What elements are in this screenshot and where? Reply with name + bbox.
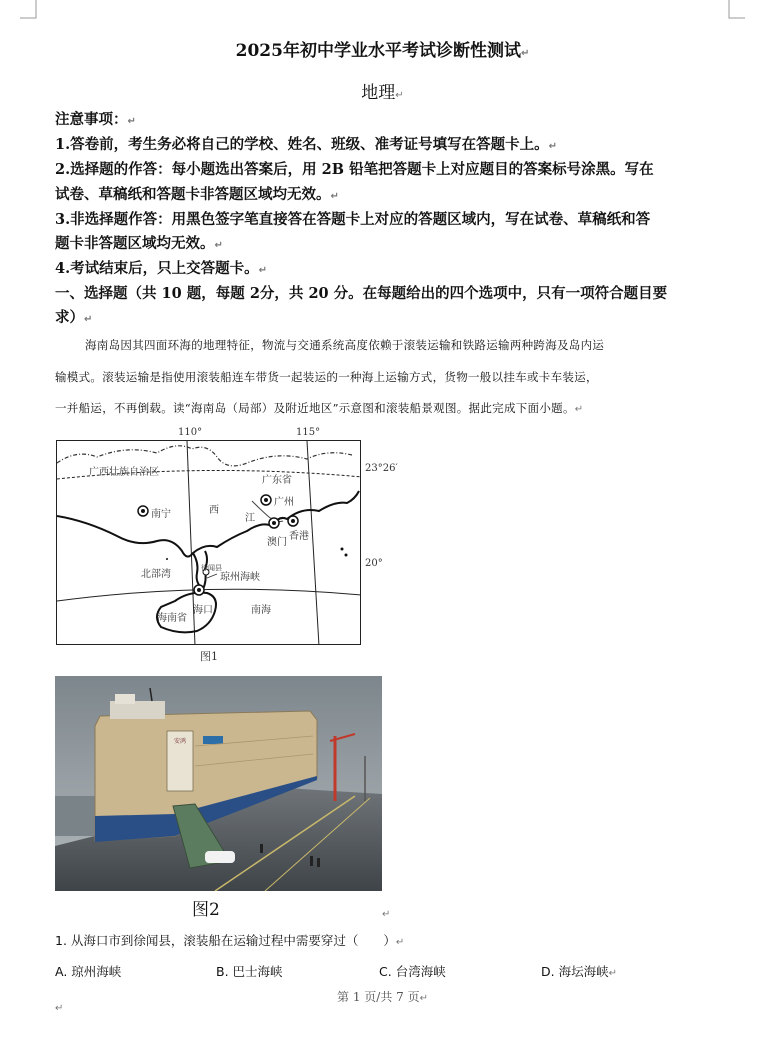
note-item-3-cont: 题卡非答题区域均无效。↵ <box>55 235 223 252</box>
paragraph-mark-end: ↵ <box>55 1003 64 1014</box>
label-qiongzhou-strait: 琼州海峡 <box>220 572 260 583</box>
exam-title: 2025年初中学业水平考试诊断性测试↵ <box>235 41 530 61</box>
note-item-1: 1.答卷前，考生务必将自己的学校、姓名、班级、准考证号填写在答题卡上。↵ <box>55 136 558 153</box>
map-figure <box>56 440 361 645</box>
option-c: C. 台湾海峡 <box>379 964 446 979</box>
label-haikou: 海口 <box>193 605 213 616</box>
page-footer: 第 1 页/共 7 页↵ <box>337 990 428 1004</box>
label-south-sea: 南海 <box>251 605 271 616</box>
roro-ship-photo <box>55 676 382 891</box>
subject-title: 地理↵ <box>361 83 404 103</box>
option-d: D. 海坛海峡↵ <box>541 964 617 979</box>
option-b: B. 巴士海峡 <box>216 964 283 979</box>
city-marker-hongkong <box>288 516 298 526</box>
note-item-4: 4.考试结束后，只上交答题卡。↵ <box>55 260 268 277</box>
option-a: A. 琼州海峡 <box>55 964 122 979</box>
lon-label-110: 110° <box>178 427 203 438</box>
ship-photo-drawing <box>55 676 382 891</box>
intro-line-1: 海南岛因其四面环海的地理特征，物流与交通系统高度依赖于滚装运输和铁路运输两种跨海及岛内运 <box>85 338 605 352</box>
city-marker-nanning <box>138 506 148 516</box>
label-hongkong: 香港 <box>289 531 309 542</box>
label-xuwen: 徐闻县 <box>201 564 222 572</box>
crop-mark-top-left <box>20 0 60 22</box>
crop-mark-top-right <box>705 0 745 22</box>
ship-name-text: 安鸿 <box>173 738 186 745</box>
label-guangzhou: 广州 <box>274 497 294 508</box>
label-beibu-gulf: 北部湾 <box>141 569 171 580</box>
note-item-2: 2.选择题的作答：每小题选出答案后，用 2B 铅笔把答题卡上对应题目的答案标号涂黑。写在 <box>55 161 654 178</box>
label-guangdong: 广东省 <box>262 475 292 486</box>
label-jiang: 江 <box>245 513 255 524</box>
label-macau: 澳门 <box>267 537 287 548</box>
label-xi: 西 <box>209 505 219 516</box>
city-marker-haikou <box>194 585 204 595</box>
figure-2-caption: 图2 <box>192 900 220 920</box>
label-hainan: 海南省 <box>157 613 187 624</box>
lon-label-115: 115° <box>296 427 321 438</box>
note-item-2-cont: 试卷、草稿纸和答题卡非答题区域均无效。↵ <box>55 186 339 203</box>
city-marker-macau <box>269 518 279 528</box>
paragraph-mark: ↵ <box>382 909 391 920</box>
city-marker-guangzhou <box>261 495 271 505</box>
intro-line-3: 一并船运，不再倒载。读“海南岛（局部）及附近地区”示意图和滚装船景观图。据此完成下面小题。↵ <box>55 401 584 415</box>
intro-line-2: 输模式。滚装运输是指使用滚装船连车带货一起装运的一种海上运输方式，货物一般以挂车或卡车装运， <box>55 370 598 384</box>
notes-heading: 注意事项：↵ <box>55 111 136 128</box>
lat-label-tropic: 23°26′ <box>365 463 398 474</box>
note-item-3: 3.非选择题作答：用黑色签字笔直接答在答题卡上对应的答题区域内，写在试卷、草稿纸和答 <box>55 211 651 228</box>
question-1-stem: 1. 从海口市到徐闻县，滚装船在运输过程中需要穿过（ ）↵ <box>55 933 405 948</box>
label-guangxi: 广西壮族自治区 <box>89 467 159 478</box>
section-heading-cont: 求）↵ <box>55 309 93 326</box>
label-nanning: 南宁 <box>151 509 171 520</box>
figure-1-caption: 图1 <box>200 650 218 663</box>
lat-label-20: 20° <box>365 558 383 569</box>
section-heading: 一、选择题（共 10 题，每题 2分，共 20 分。在每题给出的四个选项中，只有一项符合题目要 <box>55 285 668 302</box>
